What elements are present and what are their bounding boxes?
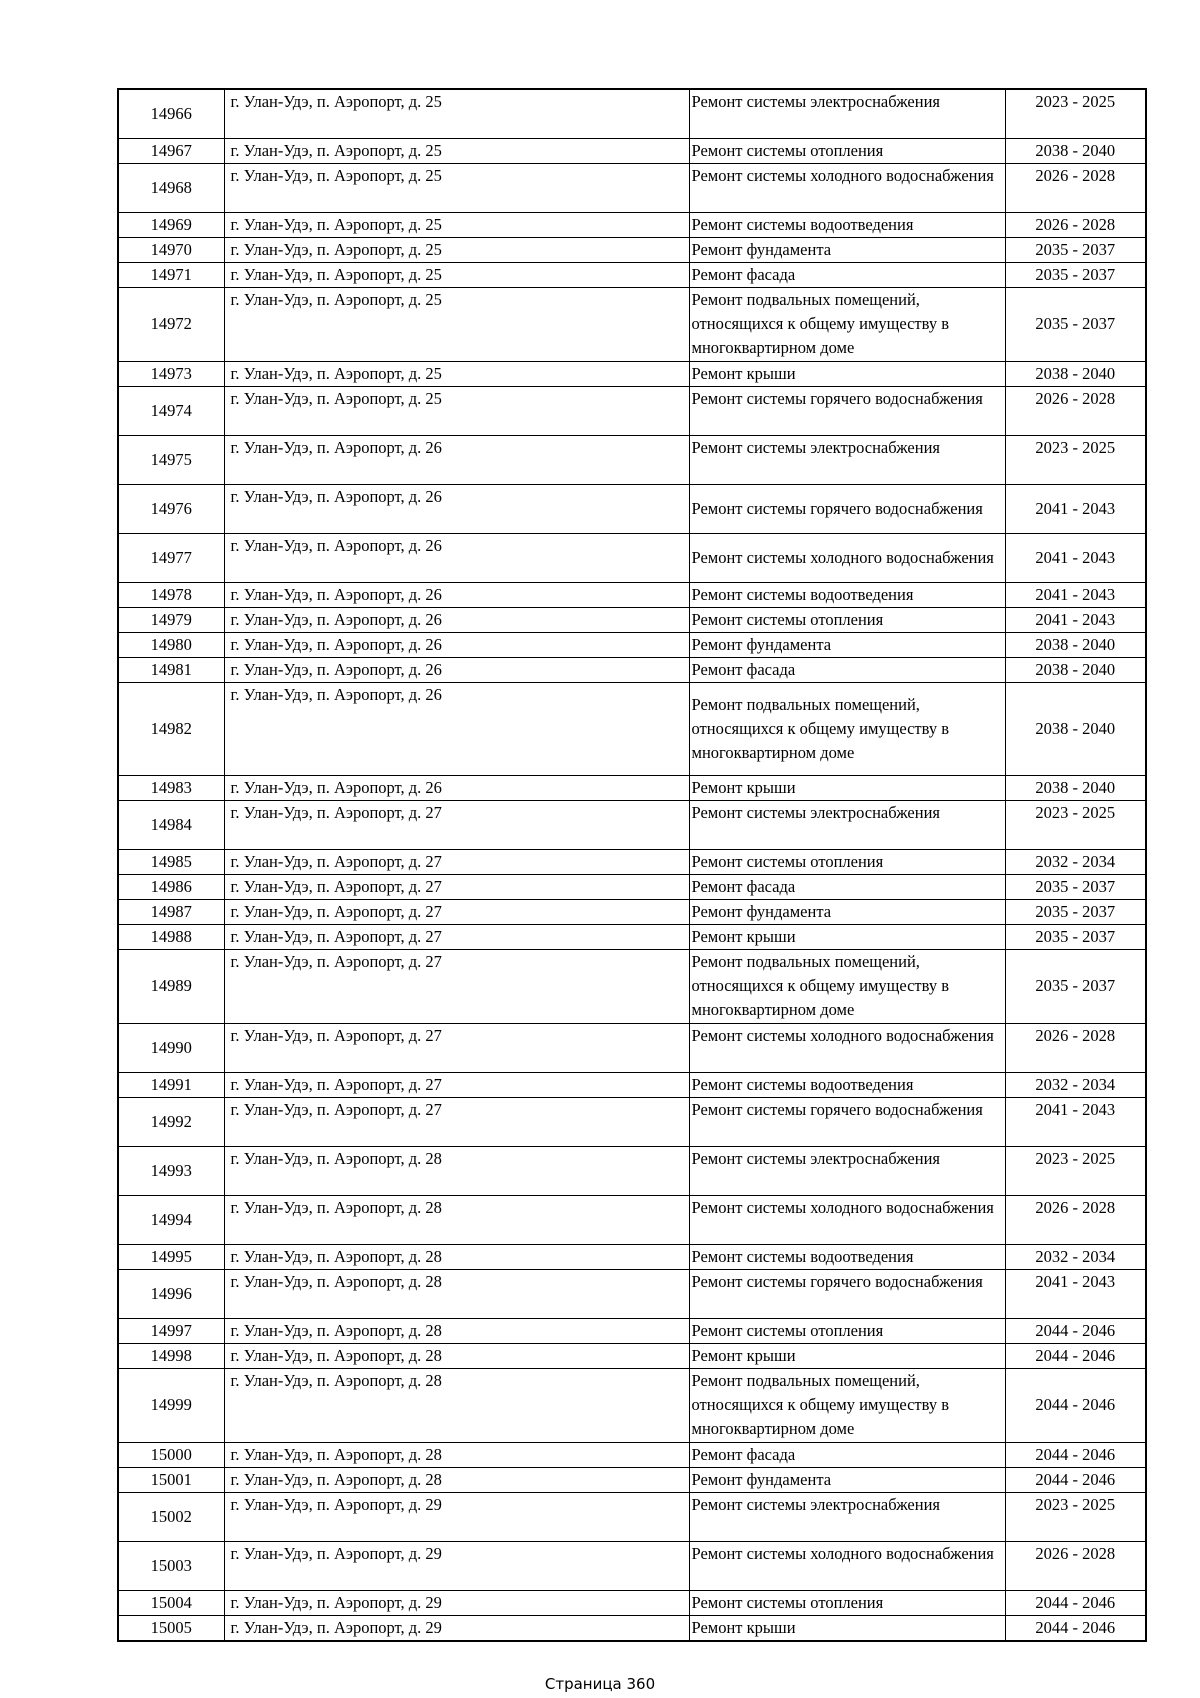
row-work-type: Ремонт системы водоотведения (689, 1072, 1005, 1097)
row-work-type: Ремонт системы электроснабжения (689, 1492, 1005, 1541)
row-period: 2026 - 2028 (1005, 1195, 1146, 1244)
table-row (118, 1097, 1146, 1146)
row-work-type: Ремонт системы холодного водоснабжения (689, 533, 1005, 582)
table-row (118, 262, 1146, 287)
row-address: г. Улан-Удэ, п. Аэропорт, д. 28 (224, 1368, 689, 1442)
table-row (118, 1072, 1146, 1097)
table-row (118, 237, 1146, 262)
row-work-type: Ремонт системы электроснабжения (689, 800, 1005, 849)
row-address: г. Улан-Удэ, п. Аэропорт, д. 26 (224, 435, 689, 484)
row-address: г. Улан-Удэ, п. Аэропорт, д. 28 (224, 1146, 689, 1195)
row-work-type: Ремонт подвальных помещений, относящихся к общему имуществу в многоквартирном доме (689, 287, 1005, 361)
row-period: 2035 - 2037 (1005, 899, 1146, 924)
row-number: 15005 (118, 1615, 224, 1641)
row-period: 2035 - 2037 (1005, 924, 1146, 949)
row-period: 2044 - 2046 (1005, 1343, 1146, 1368)
table-row (118, 361, 1146, 386)
table-row (118, 657, 1146, 682)
row-address: г. Улан-Удэ, п. Аэропорт, д. 28 (224, 1318, 689, 1343)
row-number: 14988 (118, 924, 224, 949)
row-number: 15003 (118, 1541, 224, 1590)
row-period: 2035 - 2037 (1005, 287, 1146, 361)
row-work-type: Ремонт системы электроснабжения (689, 1146, 1005, 1195)
table-row (118, 899, 1146, 924)
row-address: г. Улан-Удэ, п. Аэропорт, д. 29 (224, 1615, 689, 1641)
row-work-type: Ремонт системы водоотведения (689, 1244, 1005, 1269)
row-period: 2032 - 2034 (1005, 1072, 1146, 1097)
table-row (118, 1442, 1146, 1467)
row-address: г. Улан-Удэ, п. Аэропорт, д. 27 (224, 899, 689, 924)
table-row (118, 632, 1146, 657)
row-work-type: Ремонт крыши (689, 1615, 1005, 1641)
row-address: г. Улан-Удэ, п. Аэропорт, д. 26 (224, 775, 689, 800)
row-number: 14966 (118, 89, 224, 138)
row-address: г. Улан-Удэ, п. Аэропорт, д. 25 (224, 212, 689, 237)
row-work-type: Ремонт подвальных помещений, относящихся к общему имуществу в многоквартирном доме (689, 1368, 1005, 1442)
row-work-type: Ремонт системы холодного водоснабжения (689, 163, 1005, 212)
row-work-type: Ремонт фасада (689, 262, 1005, 287)
row-number: 14983 (118, 775, 224, 800)
row-number: 14987 (118, 899, 224, 924)
row-number: 14992 (118, 1097, 224, 1146)
table-row (118, 1244, 1146, 1269)
row-address: г. Улан-Удэ, п. Аэропорт, д. 25 (224, 287, 689, 361)
row-address: г. Улан-Удэ, п. Аэропорт, д. 26 (224, 484, 689, 533)
row-period: 2038 - 2040 (1005, 682, 1146, 775)
row-period: 2041 - 2043 (1005, 484, 1146, 533)
row-work-type: Ремонт крыши (689, 924, 1005, 949)
row-number: 14996 (118, 1269, 224, 1318)
table-row (118, 1590, 1146, 1615)
row-work-type: Ремонт системы горячего водоснабжения (689, 1097, 1005, 1146)
table-row (118, 1492, 1146, 1541)
row-work-type: Ремонт системы отопления (689, 138, 1005, 163)
row-period: 2041 - 2043 (1005, 1097, 1146, 1146)
row-address: г. Улан-Удэ, п. Аэропорт, д. 29 (224, 1590, 689, 1615)
row-number: 14997 (118, 1318, 224, 1343)
repair-schedule-table (117, 88, 1147, 1642)
row-work-type: Ремонт системы отопления (689, 849, 1005, 874)
row-address: г. Улан-Удэ, п. Аэропорт, д. 27 (224, 849, 689, 874)
row-period: 2038 - 2040 (1005, 138, 1146, 163)
table-row (118, 138, 1146, 163)
row-number: 14973 (118, 361, 224, 386)
row-address: г. Улан-Удэ, п. Аэропорт, д. 25 (224, 361, 689, 386)
table-row (118, 1269, 1146, 1318)
row-address: г. Улан-Удэ, п. Аэропорт, д. 25 (224, 386, 689, 435)
row-period: 2044 - 2046 (1005, 1615, 1146, 1641)
row-address: г. Улан-Удэ, п. Аэропорт, д. 28 (224, 1442, 689, 1467)
row-number: 14972 (118, 287, 224, 361)
row-address: г. Улан-Удэ, п. Аэропорт, д. 27 (224, 800, 689, 849)
row-number: 15002 (118, 1492, 224, 1541)
row-number: 14998 (118, 1343, 224, 1368)
row-period: 2026 - 2028 (1005, 386, 1146, 435)
row-address: г. Улан-Удэ, п. Аэропорт, д. 29 (224, 1541, 689, 1590)
row-address: г. Улан-Удэ, п. Аэропорт, д. 25 (224, 89, 689, 138)
row-number: 15004 (118, 1590, 224, 1615)
row-work-type: Ремонт системы горячего водоснабжения (689, 386, 1005, 435)
row-address: г. Улан-Удэ, п. Аэропорт, д. 26 (224, 632, 689, 657)
row-period: 2023 - 2025 (1005, 435, 1146, 484)
row-number: 14975 (118, 435, 224, 484)
page-number: Страница 360 (544, 1675, 656, 1693)
row-period: 2041 - 2043 (1005, 533, 1146, 582)
row-number: 14995 (118, 1244, 224, 1269)
row-address: г. Улан-Удэ, п. Аэропорт, д. 27 (224, 924, 689, 949)
row-number: 15000 (118, 1442, 224, 1467)
row-address: г. Улан-Удэ, п. Аэропорт, д. 28 (224, 1343, 689, 1368)
row-period: 2023 - 2025 (1005, 1492, 1146, 1541)
row-work-type: Ремонт системы отопления (689, 607, 1005, 632)
row-address: г. Улан-Удэ, п. Аэропорт, д. 25 (224, 262, 689, 287)
table-row (118, 582, 1146, 607)
row-number: 14985 (118, 849, 224, 874)
row-work-type: Ремонт крыши (689, 1343, 1005, 1368)
row-address: г. Улан-Удэ, п. Аэропорт, д. 26 (224, 682, 689, 775)
row-work-type: Ремонт системы отопления (689, 1318, 1005, 1343)
row-number: 14970 (118, 237, 224, 262)
table-row (118, 775, 1146, 800)
table-row (118, 435, 1146, 484)
row-number: 14994 (118, 1195, 224, 1244)
row-work-type: Ремонт системы горячего водоснабжения (689, 484, 1005, 533)
row-work-type: Ремонт системы холодного водоснабжения (689, 1195, 1005, 1244)
row-period: 2035 - 2037 (1005, 874, 1146, 899)
row-number: 14976 (118, 484, 224, 533)
row-period: 2044 - 2046 (1005, 1590, 1146, 1615)
table-row (118, 1195, 1146, 1244)
row-period: 2038 - 2040 (1005, 657, 1146, 682)
row-work-type: Ремонт крыши (689, 775, 1005, 800)
row-work-type: Ремонт подвальных помещений, относящихся к общему имуществу в многоквартирном доме (689, 682, 1005, 775)
row-period: 2026 - 2028 (1005, 163, 1146, 212)
row-period: 2044 - 2046 (1005, 1318, 1146, 1343)
row-address: г. Улан-Удэ, п. Аэропорт, д. 26 (224, 582, 689, 607)
row-period: 2023 - 2025 (1005, 1146, 1146, 1195)
row-number: 14979 (118, 607, 224, 632)
table-row (118, 607, 1146, 632)
page-footer (0, 1675, 1200, 1693)
row-work-type: Ремонт фундамента (689, 899, 1005, 924)
row-number: 14991 (118, 1072, 224, 1097)
row-address: г. Улан-Удэ, п. Аэропорт, д. 28 (224, 1195, 689, 1244)
row-period: 2044 - 2046 (1005, 1467, 1146, 1492)
row-work-type: Ремонт фасада (689, 874, 1005, 899)
table-row (118, 874, 1146, 899)
row-address: г. Улан-Удэ, п. Аэропорт, д. 25 (224, 237, 689, 262)
row-address: г. Улан-Удэ, п. Аэропорт, д. 27 (224, 1097, 689, 1146)
row-number: 15001 (118, 1467, 224, 1492)
row-address: г. Улан-Удэ, п. Аэропорт, д. 25 (224, 138, 689, 163)
row-address: г. Улан-Удэ, п. Аэропорт, д. 28 (224, 1244, 689, 1269)
row-number: 14993 (118, 1146, 224, 1195)
row-work-type: Ремонт системы холодного водоснабжения (689, 1541, 1005, 1590)
row-work-type: Ремонт фундамента (689, 237, 1005, 262)
row-period: 2026 - 2028 (1005, 212, 1146, 237)
row-period: 2032 - 2034 (1005, 1244, 1146, 1269)
row-number: 14980 (118, 632, 224, 657)
row-work-type: Ремонт системы водоотведения (689, 582, 1005, 607)
row-address: г. Улан-Удэ, п. Аэропорт, д. 27 (224, 1072, 689, 1097)
table-row (118, 1318, 1146, 1343)
row-work-type: Ремонт системы электроснабжения (689, 89, 1005, 138)
row-period: 2044 - 2046 (1005, 1368, 1146, 1442)
table-row (118, 163, 1146, 212)
table-row (118, 849, 1146, 874)
row-work-type: Ремонт подвальных помещений, относящихся к общему имуществу в многоквартирном доме (689, 949, 1005, 1023)
row-number: 14986 (118, 874, 224, 899)
row-address: г. Улан-Удэ, п. Аэропорт, д. 28 (224, 1269, 689, 1318)
row-number: 14967 (118, 138, 224, 163)
table-row (118, 212, 1146, 237)
row-work-type: Ремонт крыши (689, 361, 1005, 386)
table-row (118, 484, 1146, 533)
row-period: 2044 - 2046 (1005, 1442, 1146, 1467)
row-period: 2026 - 2028 (1005, 1023, 1146, 1072)
table-row (118, 533, 1146, 582)
row-work-type: Ремонт системы горячего водоснабжения (689, 1269, 1005, 1318)
row-address: г. Улан-Удэ, п. Аэропорт, д. 29 (224, 1492, 689, 1541)
row-work-type: Ремонт фасада (689, 1442, 1005, 1467)
row-number: 14982 (118, 682, 224, 775)
row-number: 14990 (118, 1023, 224, 1072)
table-row (118, 1467, 1146, 1492)
table-row (118, 949, 1146, 1023)
row-period: 2038 - 2040 (1005, 361, 1146, 386)
row-number: 14968 (118, 163, 224, 212)
row-address: г. Улан-Удэ, п. Аэропорт, д. 27 (224, 1023, 689, 1072)
row-work-type: Ремонт фасада (689, 657, 1005, 682)
row-number: 14978 (118, 582, 224, 607)
row-period: 2038 - 2040 (1005, 775, 1146, 800)
table-row (118, 1146, 1146, 1195)
row-period: 2041 - 2043 (1005, 582, 1146, 607)
table-row (118, 682, 1146, 775)
row-address: г. Улан-Удэ, п. Аэропорт, д. 27 (224, 949, 689, 1023)
row-number: 14984 (118, 800, 224, 849)
table-row (118, 1023, 1146, 1072)
table-row (118, 1368, 1146, 1442)
table-row (118, 800, 1146, 849)
table-row (118, 89, 1146, 138)
row-period: 2041 - 2043 (1005, 1269, 1146, 1318)
table-row (118, 924, 1146, 949)
row-address: г. Улан-Удэ, п. Аэропорт, д. 28 (224, 1467, 689, 1492)
row-work-type: Ремонт системы холодного водоснабжения (689, 1023, 1005, 1072)
row-period: 2023 - 2025 (1005, 89, 1146, 138)
table-row (118, 287, 1146, 361)
row-number: 14981 (118, 657, 224, 682)
row-period: 2032 - 2034 (1005, 849, 1146, 874)
table-row (118, 1541, 1146, 1590)
row-period: 2038 - 2040 (1005, 632, 1146, 657)
table-body (118, 89, 1146, 1641)
row-period: 2035 - 2037 (1005, 949, 1146, 1023)
row-number: 14971 (118, 262, 224, 287)
row-address: г. Улан-Удэ, п. Аэропорт, д. 26 (224, 607, 689, 632)
row-period: 2035 - 2037 (1005, 237, 1146, 262)
row-work-type: Ремонт системы водоотведения (689, 212, 1005, 237)
row-work-type: Ремонт фундамента (689, 632, 1005, 657)
table-row (118, 386, 1146, 435)
row-number: 14999 (118, 1368, 224, 1442)
row-work-type: Ремонт системы электроснабжения (689, 435, 1005, 484)
row-number: 14969 (118, 212, 224, 237)
row-period: 2041 - 2043 (1005, 607, 1146, 632)
row-period: 2035 - 2037 (1005, 262, 1146, 287)
row-address: г. Улан-Удэ, п. Аэропорт, д. 27 (224, 874, 689, 899)
row-address: г. Улан-Удэ, п. Аэропорт, д. 26 (224, 657, 689, 682)
row-address: г. Улан-Удэ, п. Аэропорт, д. 26 (224, 533, 689, 582)
row-work-type: Ремонт фундамента (689, 1467, 1005, 1492)
row-period: 2026 - 2028 (1005, 1541, 1146, 1590)
row-work-type: Ремонт системы отопления (689, 1590, 1005, 1615)
row-number: 14977 (118, 533, 224, 582)
table-row (118, 1615, 1146, 1641)
row-number: 14974 (118, 386, 224, 435)
table-row (118, 1343, 1146, 1368)
row-number: 14989 (118, 949, 224, 1023)
row-address: г. Улан-Удэ, п. Аэропорт, д. 25 (224, 163, 689, 212)
row-period: 2023 - 2025 (1005, 800, 1146, 849)
